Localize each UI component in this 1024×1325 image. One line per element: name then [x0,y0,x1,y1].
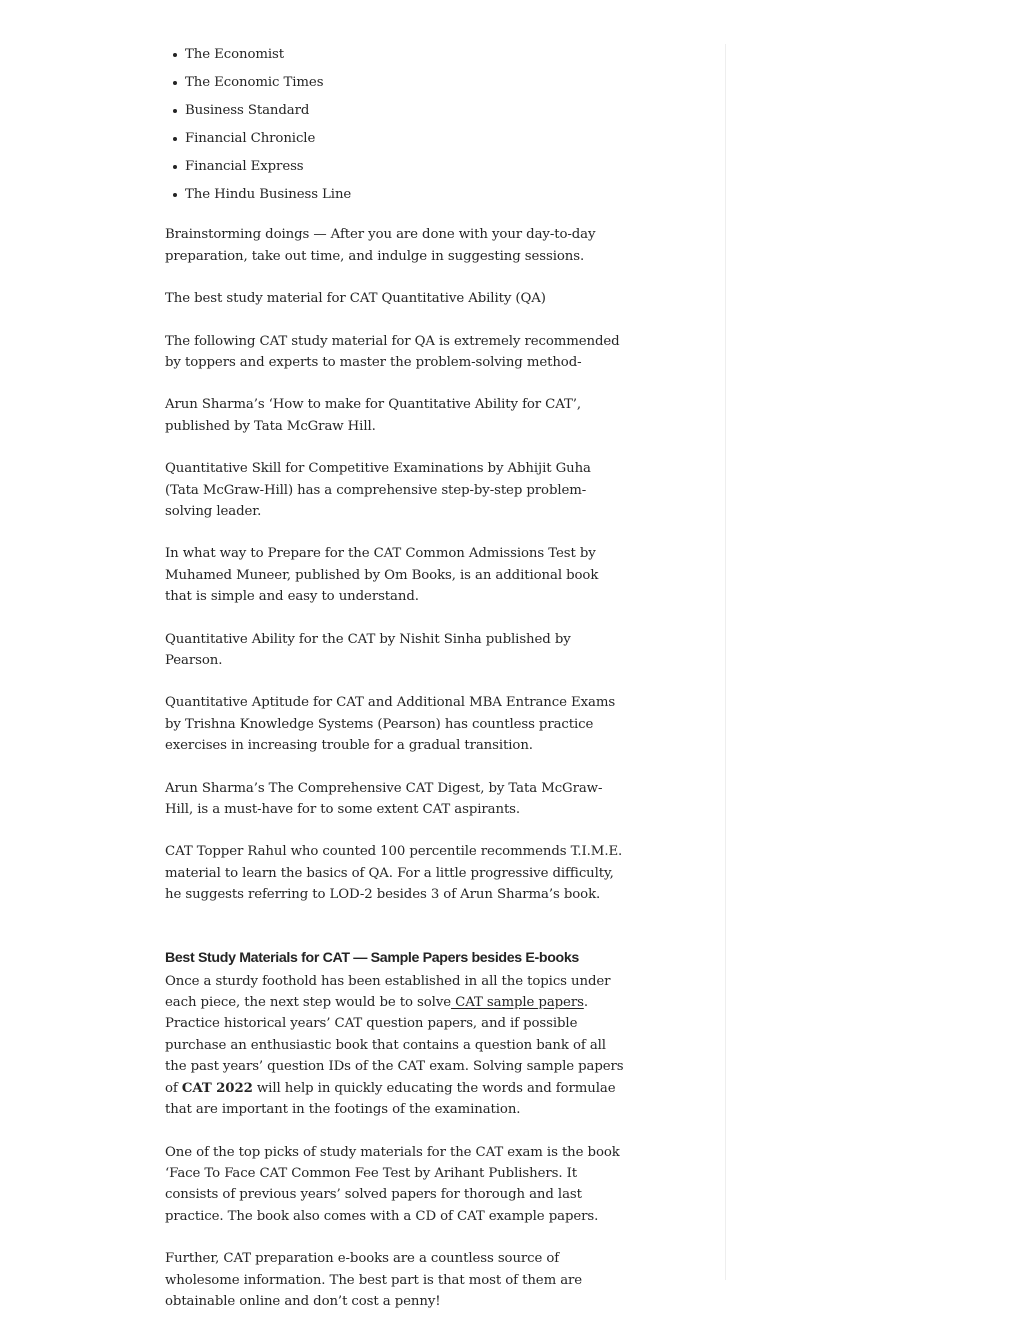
cat-sample-papers-link[interactable]: CAT sample papers [451,995,584,1011]
list-item: Financial Express [185,156,627,177]
paragraph-text: will help in quickly educating the words and formulae that are important in the footings of the examination. [165,1080,616,1118]
muneer-paragraph: In what way to Prepare for the CAT Common Admissions Test by Muhamed Muneer, published by Om Books, is an additional book that is simple and easy to understand. [165,546,599,605]
cat-2022-bold: CAT 2022 [181,1080,253,1096]
brainstorm-paragraph: Brainstorming doings — After you are done with your day-to-day preparation, take out time, and indulge in suggesting sessions. [165,227,596,264]
cat-digest-paragraph: Arun Sharma’s The Comprehensive CAT Digest, by Tata McGraw-Hill, is a must-have for to some extent CAT aspirants. [165,780,603,818]
sidebar-divider [725,44,726,1280]
trishna-paragraph: Quantitative Aptitude for CAT and Additional MBA Entrance Exams by Trishna Knowledge Systems (Pearson) has countless practice exercises in increasing trouble for a gradual transition. [165,695,616,754]
paragraph-text: Once a sturdy foothold has been established in all the topics under each piece, the next step would be to solve [165,973,611,1011]
list-item: Business Standard [185,100,627,121]
newspaper-list [165,44,627,205]
paragraph-text: . Practice historical years’ CAT question papers, and if possible purchase an enthusiastic book that contains a question bank of all the past years’ question IDs of the CAT exam. Solving sample papers of [165,995,624,1096]
face-to-face-paragraph: One of the top picks of study materials for the CAT exam is the book ‘Face To Face CAT Common Fee Test by Arihant Publishers. It consists of previous years’ solved papers for thorough and last practice. The book also comes with a CD of CAT example papers. [165,1144,620,1224]
topper-paragraph: CAT Topper Rahul who counted 100 percentile recommends T.I.M.E. material to learn the basics of QA. For a little progressive difficulty, he suggests referring to LOD-2 besides 3 of Arun Sharma’s book. [165,844,623,903]
qa-title-paragraph: The best study material for CAT Quantitative Ability (QA) [165,291,546,307]
nishit-sinha-paragraph: Quantitative Ability for the CAT by Nishit Sinha published by Pearson. [165,631,571,668]
section-heading: Best Study Materials for CAT — Sample Papers besides E-books [165,949,579,966]
list-item: The Economist [185,44,627,65]
article-body [165,44,627,1312]
list-item: The Hindu Business Line [185,184,627,205]
list-item: Financial Chronicle [185,128,627,149]
arun-sharma-paragraph: Arun Sharma’s ‘How to make for Quantitative Ability for CAT’, published by Tata McGraw Hill. [165,397,582,434]
qa-intro-paragraph: The following CAT study material for QA is extremely recommended by toppers and experts to master the problem-solving method- [165,333,620,370]
ebooks-paragraph: Further, CAT preparation e-books are a countless source of wholesome information. The best part is that most of them are obtainable online and don’t cost a penny! [165,1251,583,1309]
sample-papers-paragraph [165,971,627,1121]
list-item: The Economic Times [185,72,627,93]
abhijit-guha-paragraph: Quantitative Skill for Competitive Examinations by Abhijit Guha (Tata McGraw-Hill) has a comprehensive step-by-step problem-solving leader. [165,461,591,519]
